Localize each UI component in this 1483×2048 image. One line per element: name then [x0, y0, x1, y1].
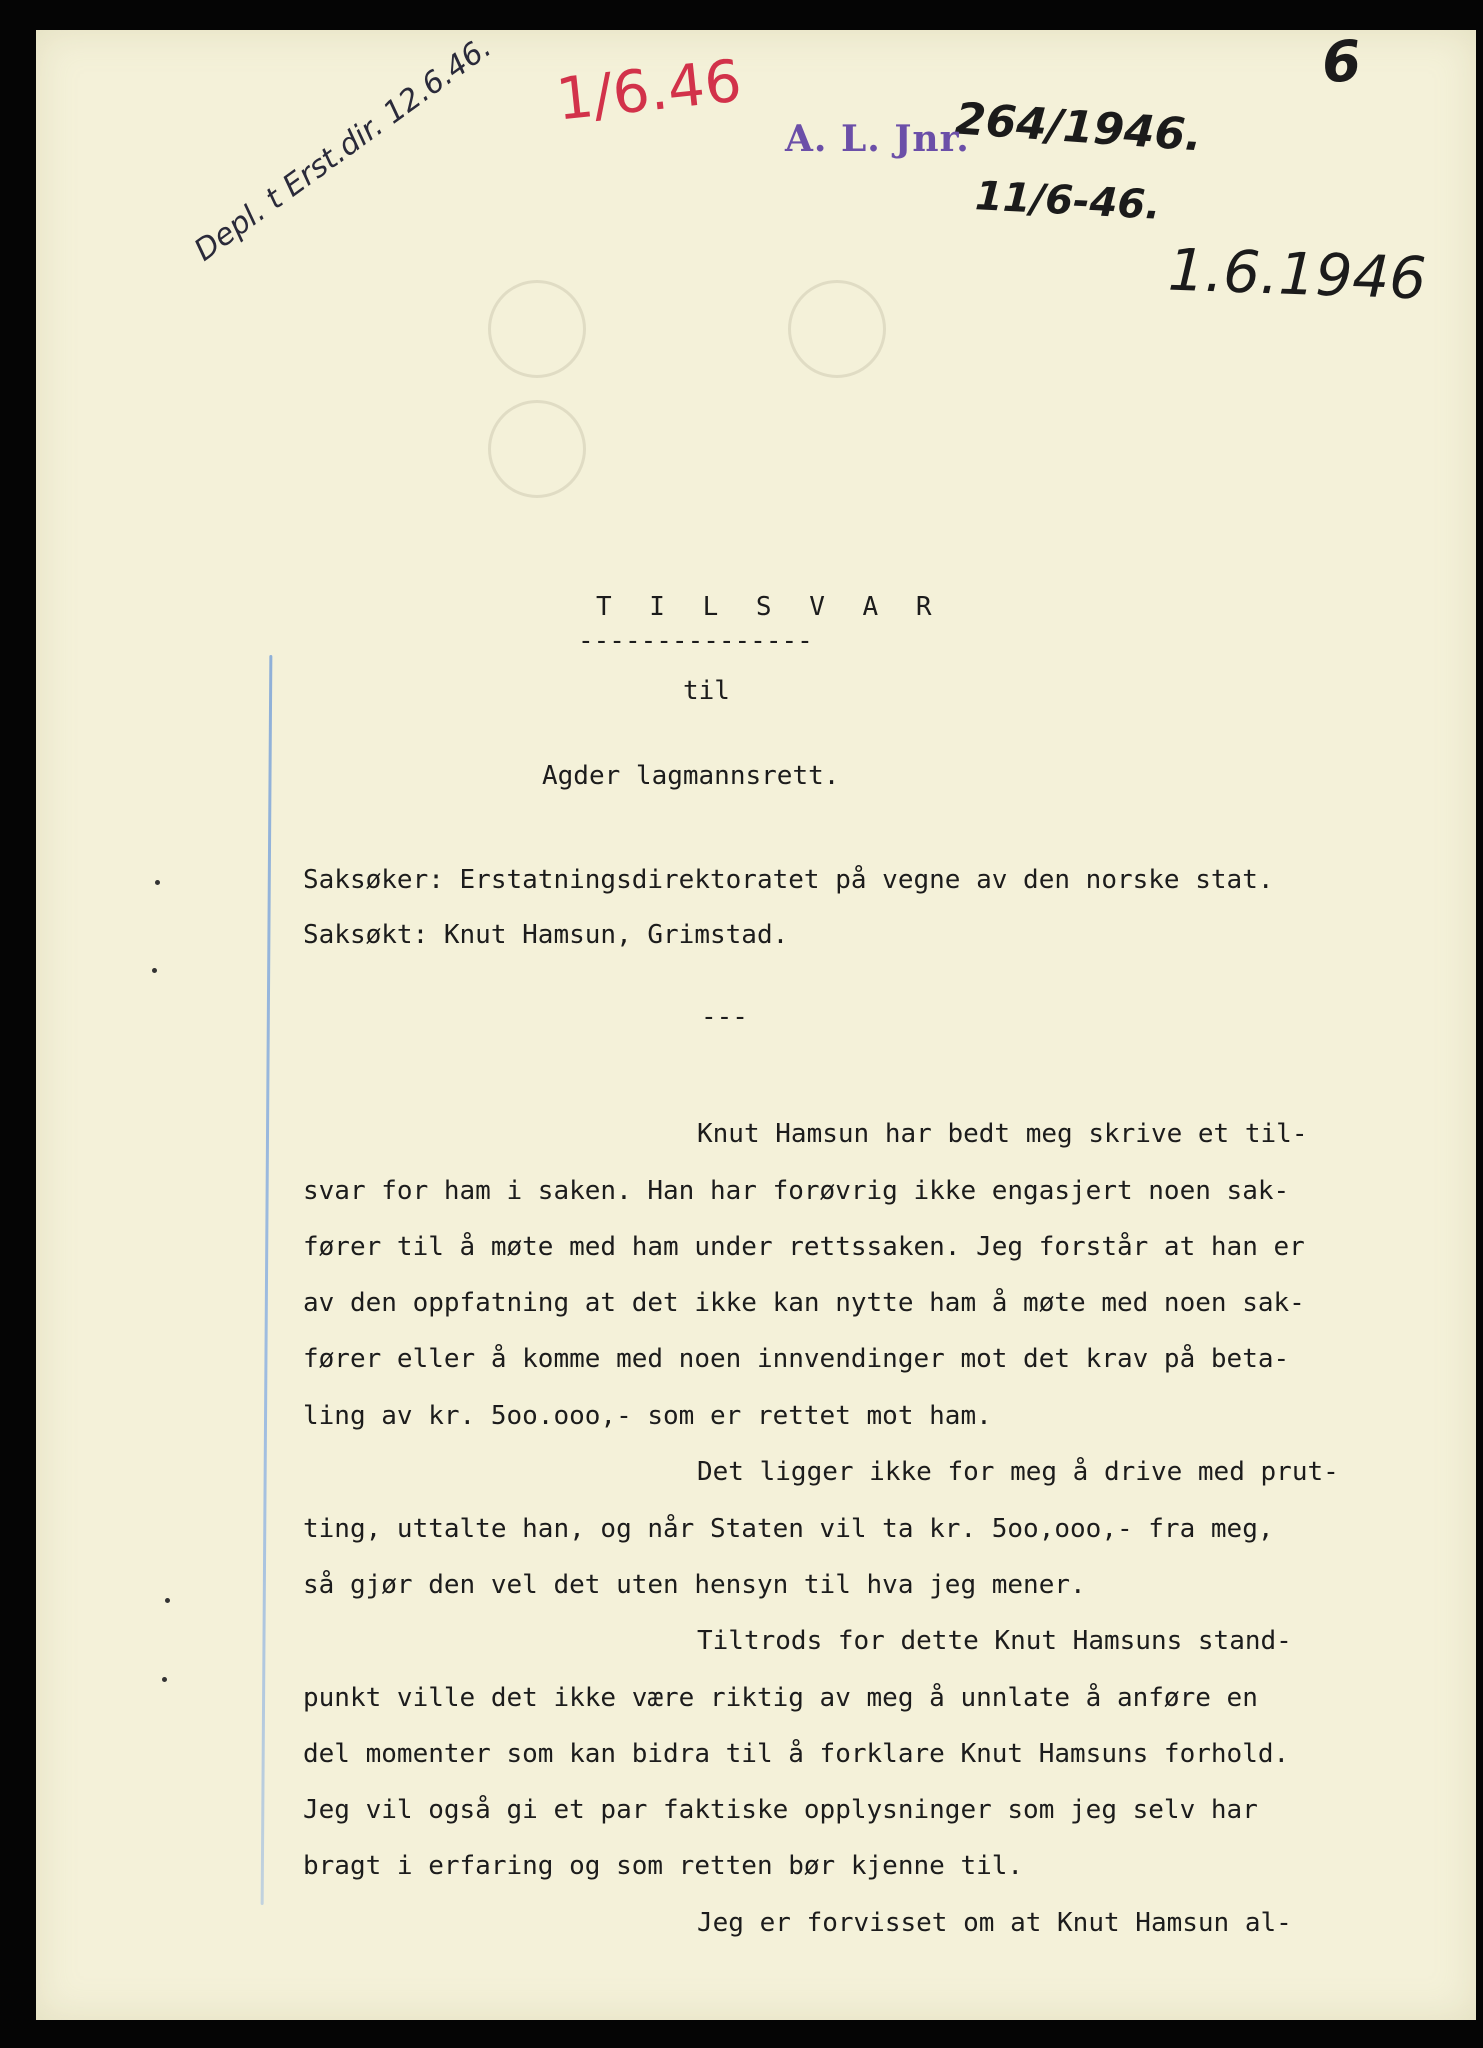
plaintiff-line: Saksøker: Erstatningsdirektoratet på vegne av den norske stat.: [303, 865, 1274, 895]
title-underline: ---------------: [578, 626, 813, 656]
separator: ---: [701, 1002, 748, 1032]
red-pencil-mark: 1/6.46: [552, 46, 745, 134]
body-line: Tiltrods for dette Knut Hamsuns stand-: [697, 1626, 1292, 1656]
margin-dot: [162, 1677, 167, 1682]
court-name: Agder lagmannsrett.: [542, 761, 840, 791]
body-line: Det ligger ikke for meg å drive med prut-: [697, 1457, 1339, 1487]
document-title: T I L S V A R: [596, 592, 943, 622]
document-page: [36, 30, 1476, 2020]
body-line: Jeg er forvisset om at Knut Hamsun al-: [697, 1908, 1292, 1938]
body-line: så gjør den vel det uten hensyn til hva jeg mener.: [303, 1570, 1086, 1600]
defendant-line: Saksøkt: Knut Hamsun, Grimstad.: [303, 920, 789, 950]
faint-stamp-circle: [788, 280, 886, 378]
body-line: bragt i erfaring og som retten bør kjenne til.: [303, 1851, 1024, 1881]
body-line: svar for ham i saken. Han har forøvrig ikke engasjert noen sak-: [303, 1176, 1290, 1206]
body-line: Jeg vil også gi et par faktiske opplysninger som jeg selv har: [303, 1795, 1258, 1825]
body-line: ling av kr. 5oo.ooo,- som er rettet mot ham.: [303, 1401, 992, 1431]
journal-number: 264/1946.: [953, 93, 1204, 162]
page-number: 6: [1319, 28, 1364, 97]
margin-note: Depl. t Erst.dir. 12.6.46.: [188, 29, 498, 269]
body-line: av den oppfatning at det ikke kan nytte ham å møte med noen sak-: [303, 1288, 1305, 1318]
margin-dot: [165, 1598, 170, 1603]
body-line: fører til å møte med ham under rettssaken. Jeg forstår at han er: [303, 1232, 1305, 1262]
subtitle: til: [683, 676, 730, 706]
document-date: 1.6.1946: [1166, 235, 1428, 313]
margin-dot: [152, 968, 157, 973]
body-line: punkt ville det ikke være riktig av meg å unnlate å anføre en: [303, 1683, 1258, 1713]
faint-stamp-circle: [488, 400, 586, 498]
body-line: ting, uttalte han, og når Staten vil ta kr. 5oo,ooo,- fra meg,: [303, 1514, 1274, 1544]
archive-stamp: A. L. Jnr.: [785, 118, 970, 160]
faint-stamp-circle: [488, 280, 586, 378]
journal-date: 11/6-46.: [973, 173, 1162, 229]
body-line: del momenter som kan bidra til å forklare Knut Hamsuns forhold.: [303, 1739, 1290, 1769]
body-line: Knut Hamsun har bedt meg skrive et til-: [697, 1119, 1308, 1149]
margin-dot: [155, 880, 160, 885]
body-line: fører eller å komme med noen innvendinger mot det krav på beta-: [303, 1344, 1290, 1374]
